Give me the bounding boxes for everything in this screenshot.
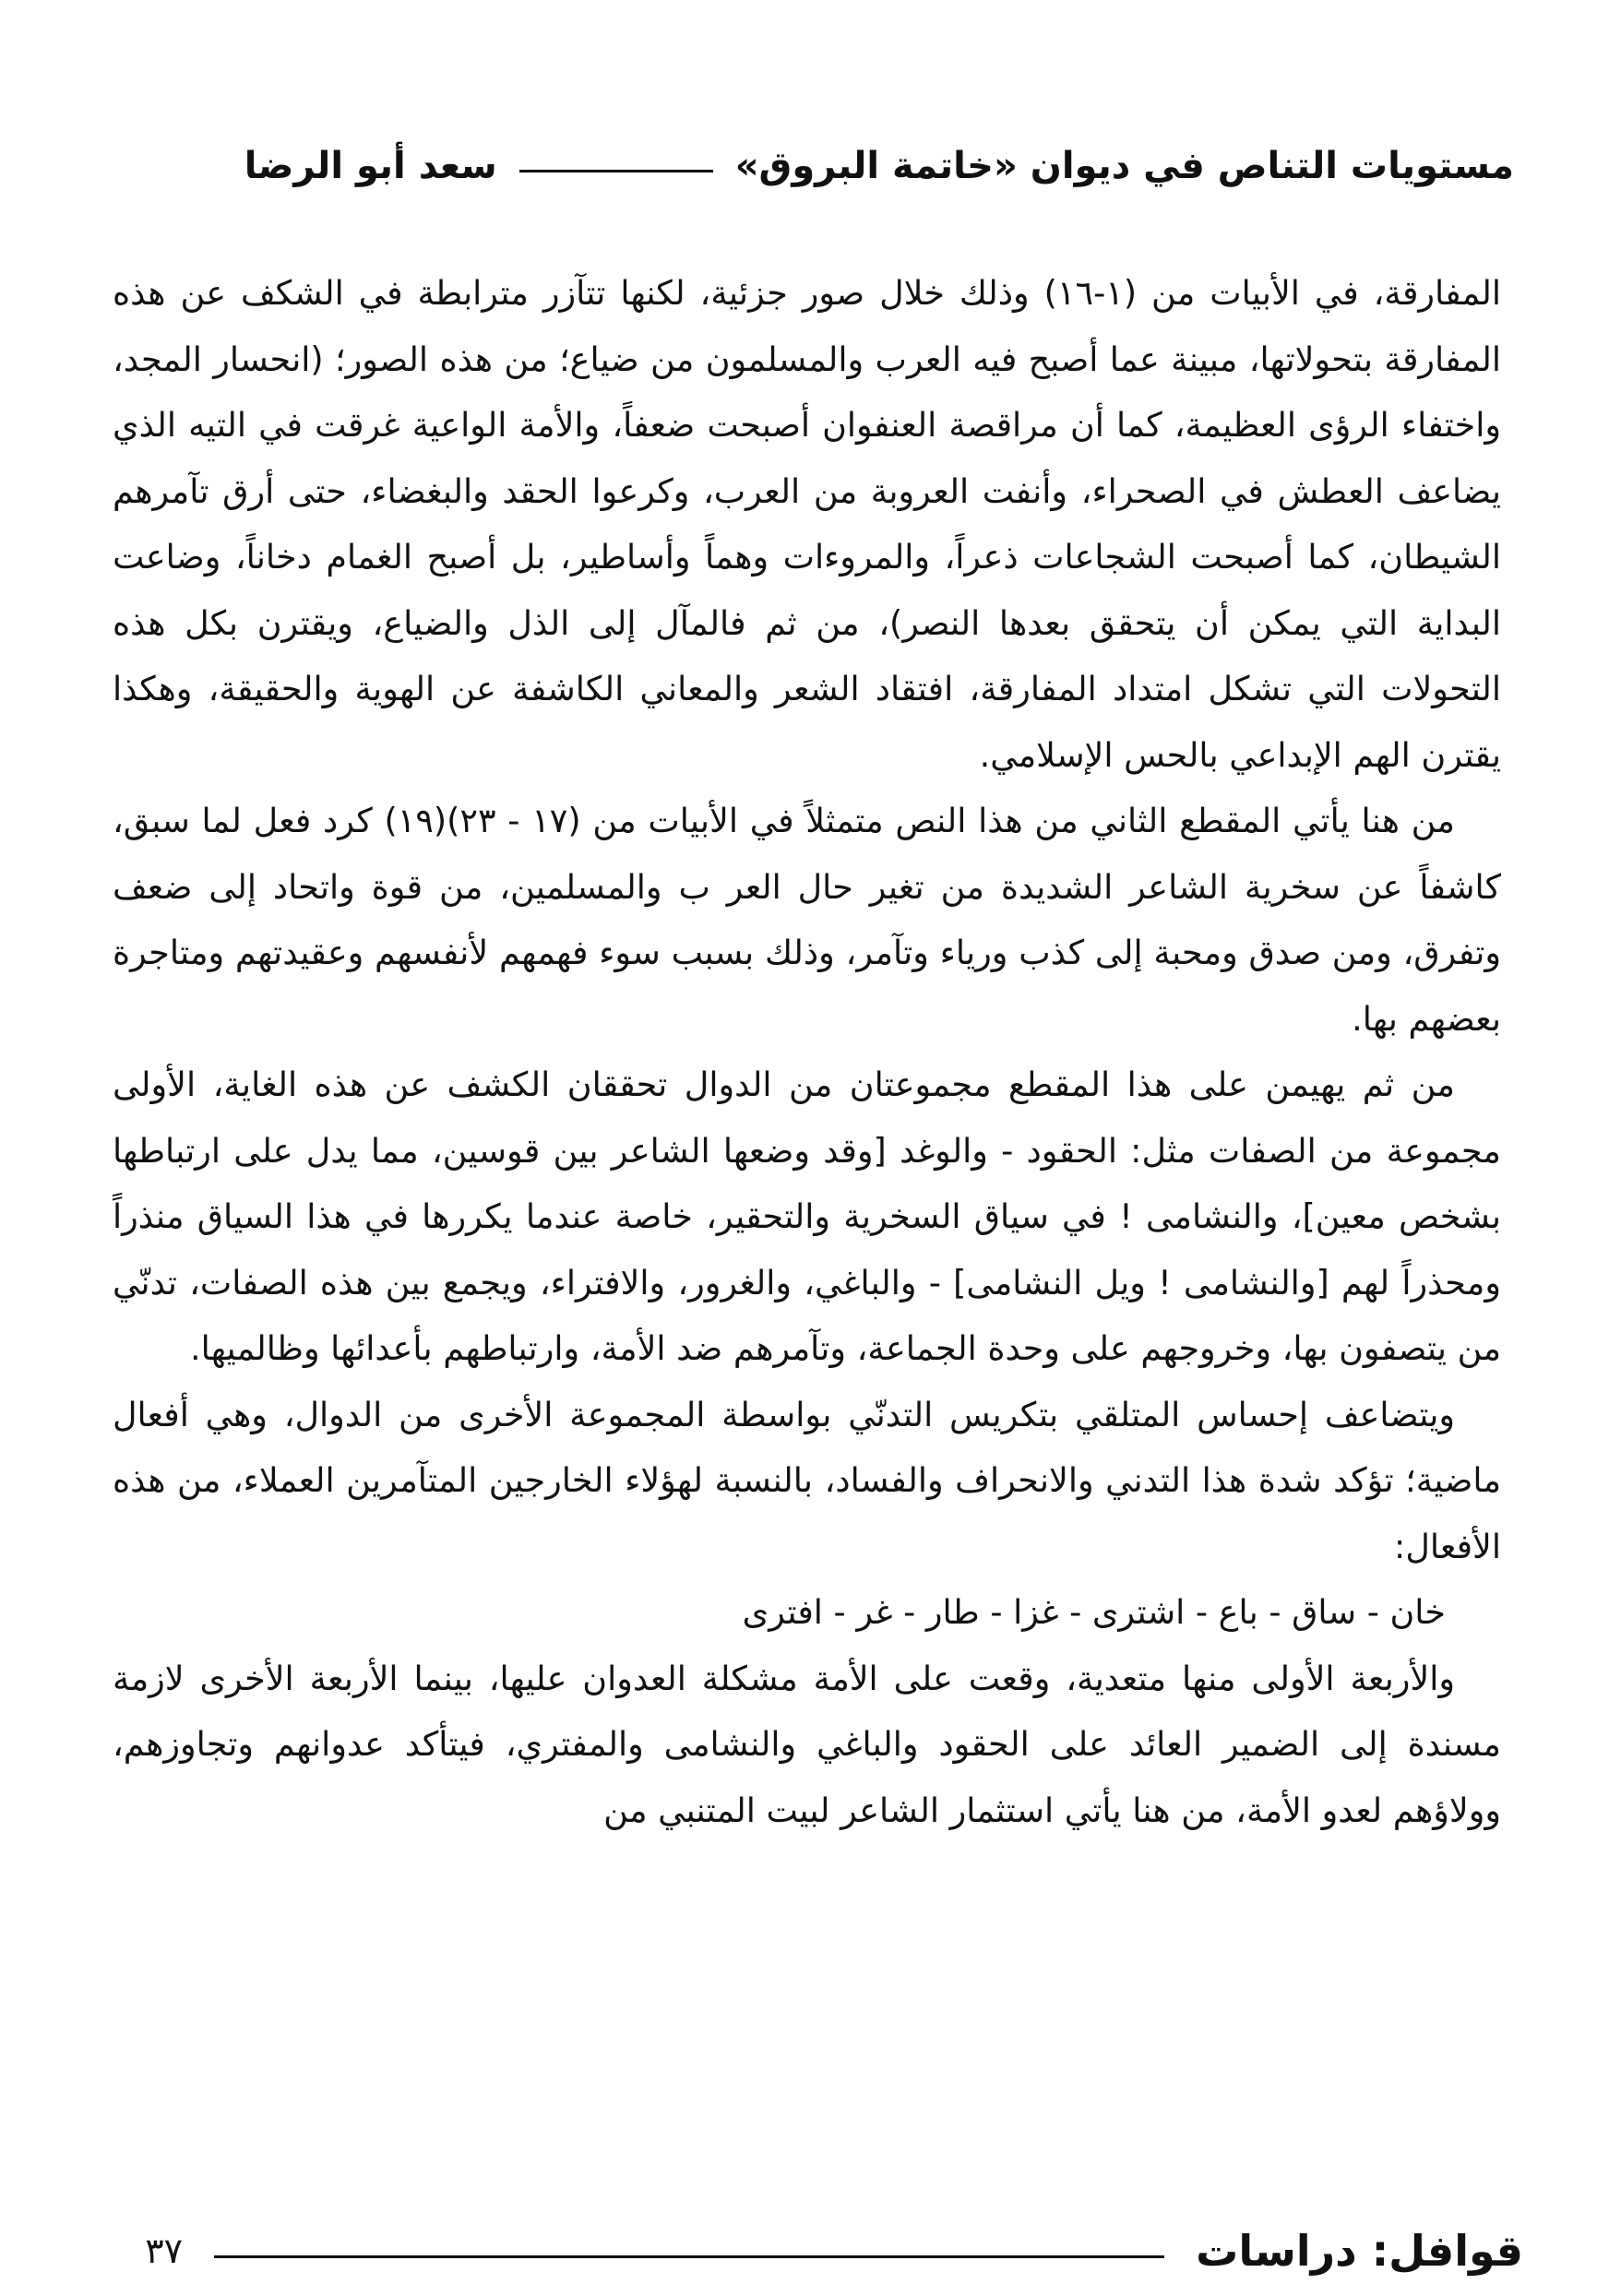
header-rule [519,170,713,172]
paragraph: والأربعة الأولى منها متعدية، وقعت على الأمة مشكلة العدوان عليها، بينما الأربعة الأخرى لازمة مسندة إلى الضمير العائد على الحقود والباغي والنشامى والمفتري، فيتأكد عدوانهم وتجاوزهم، وولاؤهم لعدو الأمة، من هنا يأتي استثمار الشاعر لبيت المتنبي من [113,1658,1501,1830]
paragraph: ويتضاعف إحساس المتلقي بتكريس التدنّي بواسطة المجموعة الأخرى من الدوال، وهي أفعال ماضية؛ تؤكد شدة هذا التدني والانحراف والفساد، بالنسبة لهؤلاء الخارجين المتآمرين العملاء، من هذه الأفعال: [113,1394,1501,1566]
author-name: سعد أبو الرضا [244,145,497,187]
paragraph: من ثم يهيمن على هذا المقطع مجموعتان من الدوال تحققان الكشف عن هذه الغاية، الأولى مجموعة من الصفات مثل: الحقود - والوغد [وقد وضعها الشاعر بين قوسين، مما يدل على ارتباطها بشخص معين]، والنشامى ! في سياق السخرية والتحقير، خاصة عندما يكررها في هذا السياق منذراً ومحذراً لهم [والنشامى ! ويل النشامى] - والباغي، والغرور، والافتراء، ويجمع بين هذه الصفات، تدنّي من يتصفون بها، وخروجهم على وحدة الجماعة، وتآمرهم ضد الأمة، وارتباطهم بأعدائها وظالميها. [113,1065,1501,1368]
page-number: ٣٧ [145,2231,184,2271]
running-footer [138,2214,1523,2288]
paragraph: من هنا يأتي المقطع الثاني من هذا النص متمثلاً في الأبيات من (١٧ - ٢٣)(١٩) كرد فعل لما سبق، كاشفاً عن سخرية الشاعر الشديدة من تغير حال العر ب والمسلمين، من قوة واتحاد إلى ضعف وتفرق، ومن صدق ومحبة إلى كذب ورياء وتآمر، وذلك بسبب سوء فهمهم لأنفسهم وعقيدتهم ومتاجرة بعضهم بها. [113,801,1501,1039]
body-text [113,260,1501,1843]
footer-rule [214,2255,1164,2258]
journal-name: قوافل: دراسات [1196,2226,1523,2276]
verb-list: خان - ساق - باع - اشترى - غزا - طار - غر - افترى [742,1592,1446,1632]
running-header [109,129,1514,203]
paragraph: المفارقة، في الأبيات من (١-١٦) وذلك خلال صور جزئية، لكنها تتآزر مترابطة في الشكف عن هذه المفارقة بتحولاتها، مبينة عما أصبح فيه العرب والمسلمون من ضياع؛ من هذه الصور؛ (انحسار المجد، واختفاء الرؤى العظيمة، كما أن مراقصة العنفوان أصبحت ضعفاً، والأمة الواعية غرقت في التيه الذي يضاعف العطش في الصحراء، وأنفت العروبة من العرب، وكرعوا الحقد والبغضاء، حتى أرق تآمرهم الشيطان، كما أصبحت الشجاعات ذعراً، والمروءات وهماً وأساطير، بل أصبح الغمام دخاناً، وضاعت البداية التي يمكن أن يتحقق بعدها النصر)، من ثم فالمآل إلى الذل والضياع، ويقترن بكل هذه التحولات التي تشكل امتداد المفارقة، افتقاد الشعر والمعاني الكاشفة عن الهوية والحقيقة، وهكذا يقترن الهم الإبداعي بالحس الإسلامي. [113,273,1502,775]
article-title: مستويات التناص في ديوان «خاتمة البروق» [734,145,1514,187]
